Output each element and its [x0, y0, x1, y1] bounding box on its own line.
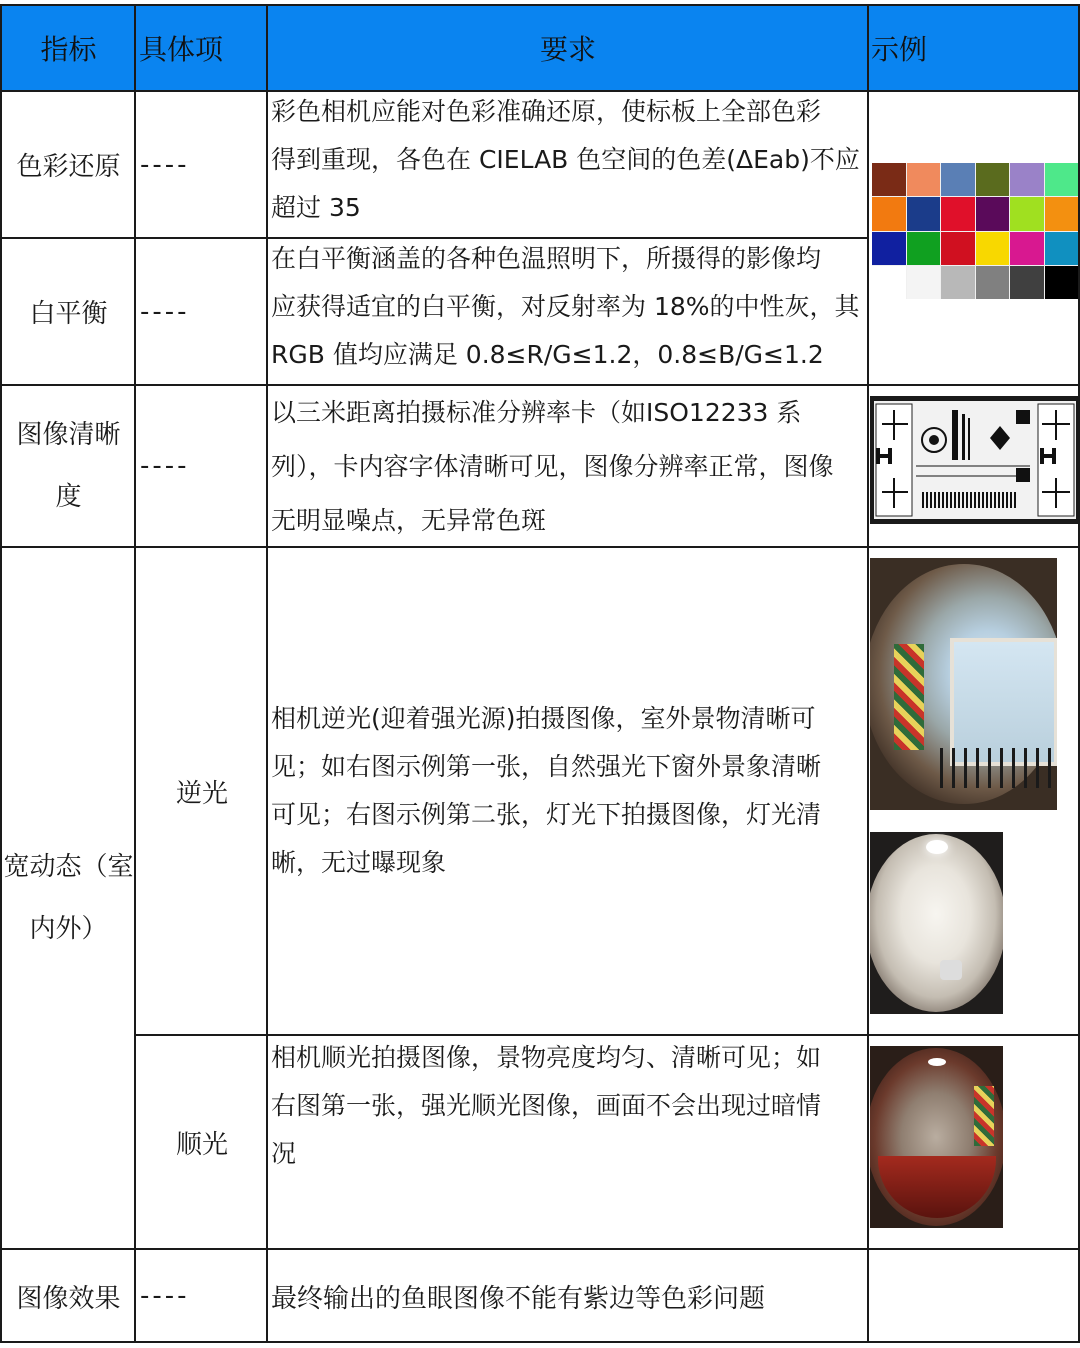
color-patch [941, 232, 975, 265]
color-patch [907, 232, 941, 265]
req-line: 得到重现，各色在 CIELAB 色空间的色差(ΔEab)不应 [271, 145, 860, 174]
item-backlight: 逆光 [175, 778, 228, 809]
indicator-line: 图像清晰 [16, 420, 121, 450]
grid-line [266, 4, 268, 1343]
resolution-chart-image [870, 396, 1080, 524]
indicator-line: 宽动态（室 [3, 852, 134, 882]
frontlight-room-photo [870, 1046, 1003, 1228]
grid-line [0, 237, 868, 239]
color-patch [1045, 197, 1079, 230]
grid-line [135, 1034, 1080, 1036]
req-line: RGB 值均应满足 0.8≤R/G≤1.2，0.8≤B/G≤1.2 [271, 340, 824, 369]
req-line: 右图第一张，强光顺光图像，画面不会出现过暗情 [271, 1091, 822, 1120]
req-line: 见；如右图示例第一张，自然强光下窗外景象清晰 [271, 752, 822, 781]
color-checker-image [872, 163, 1078, 299]
backlight-window-photo [870, 558, 1057, 810]
requirement-effect: 最终输出的鱼眼图像不能有紫边等色彩问题 [271, 1283, 766, 1314]
indicator-effect: 图像效果 [16, 1283, 121, 1314]
color-patch [941, 197, 975, 230]
color-patch [872, 266, 906, 299]
req-line: 彩色相机应能对色彩准确还原，使标板上全部色彩 [271, 97, 822, 126]
req-line: 可见；右图示例第二张，灯光下拍摄图像，灯光清 [271, 800, 822, 829]
color-patch [941, 266, 975, 299]
indicator-color: 色彩还原 [16, 152, 121, 182]
req-line: 无明显噪点，无异常色斑 [271, 506, 547, 535]
color-patch [976, 232, 1010, 265]
header-indicator: 指标 [40, 33, 97, 66]
color-patch [907, 266, 941, 299]
requirement-white-balance [269, 235, 867, 385]
indicator-line: 度 [55, 482, 82, 512]
color-patch [872, 232, 906, 265]
requirement-backlight [269, 548, 867, 1034]
item-frontlight: 顺光 [175, 1129, 228, 1160]
indicator-wdr [2, 548, 135, 1248]
header-example: 示例 [871, 33, 928, 66]
grid-line [0, 1248, 1080, 1250]
grid-line [0, 546, 1080, 548]
color-patch [1045, 266, 1079, 299]
item-sharpness: ---- [140, 451, 190, 481]
color-patch [976, 163, 1010, 196]
color-patch [907, 163, 941, 196]
grid-line [0, 4, 2, 1343]
color-patch [941, 163, 975, 196]
color-patch [1010, 163, 1044, 196]
backlight-lamp-photo [870, 832, 1003, 1014]
color-patch [907, 197, 941, 230]
requirement-frontlight [269, 1034, 867, 1248]
indicator-line: 内外） [29, 914, 108, 944]
color-patch [1045, 163, 1079, 196]
color-patch [976, 266, 1010, 299]
grid-line [0, 1341, 1080, 1343]
req-line: 列），卡内容字体清晰可见，图像分辨率正常，图像 [271, 452, 834, 481]
grid-line [0, 90, 1080, 92]
color-patch [1010, 232, 1044, 265]
req-line: 晰，无过曝现象 [271, 848, 447, 877]
item-effect: ---- [140, 1281, 190, 1311]
req-line: 应获得适宜的白平衡，对反射率为 18%的中性灰，其 [271, 292, 860, 321]
grid-line [0, 384, 1080, 386]
color-patch [872, 197, 906, 230]
req-line: 以三米距离拍摄标准分辨率卡（如ISO12233 系 [271, 398, 802, 427]
grid-line [134, 4, 136, 1343]
req-line: 况 [271, 1139, 297, 1168]
item-color: ---- [140, 149, 190, 180]
indicator-sharpness [2, 386, 135, 546]
header-requirement: 要求 [539, 33, 596, 66]
req-line: 相机顺光拍摄图像，景物亮度均匀、清晰可见；如 [271, 1043, 822, 1072]
color-patch [1010, 266, 1044, 299]
item-white-balance: ---- [140, 296, 190, 327]
color-patch [872, 163, 906, 196]
req-line: 相机逆光(迎着强光源)拍摄图像，室外景物清晰可 [271, 704, 816, 733]
indicator-white-balance: 白平衡 [29, 299, 108, 329]
color-patch [976, 197, 1010, 230]
requirement-color [269, 88, 867, 238]
requirement-sharpness [269, 386, 867, 546]
grid-line [867, 4, 869, 1343]
req-line: 超过 35 [271, 193, 361, 222]
color-patch [1045, 232, 1079, 265]
color-patch [1010, 197, 1044, 230]
header-item: 具体项 [139, 33, 224, 66]
grid-line [0, 4, 1080, 6]
req-line: 在白平衡涵盖的各种色温照明下，所摄得的影像均 [271, 244, 822, 273]
